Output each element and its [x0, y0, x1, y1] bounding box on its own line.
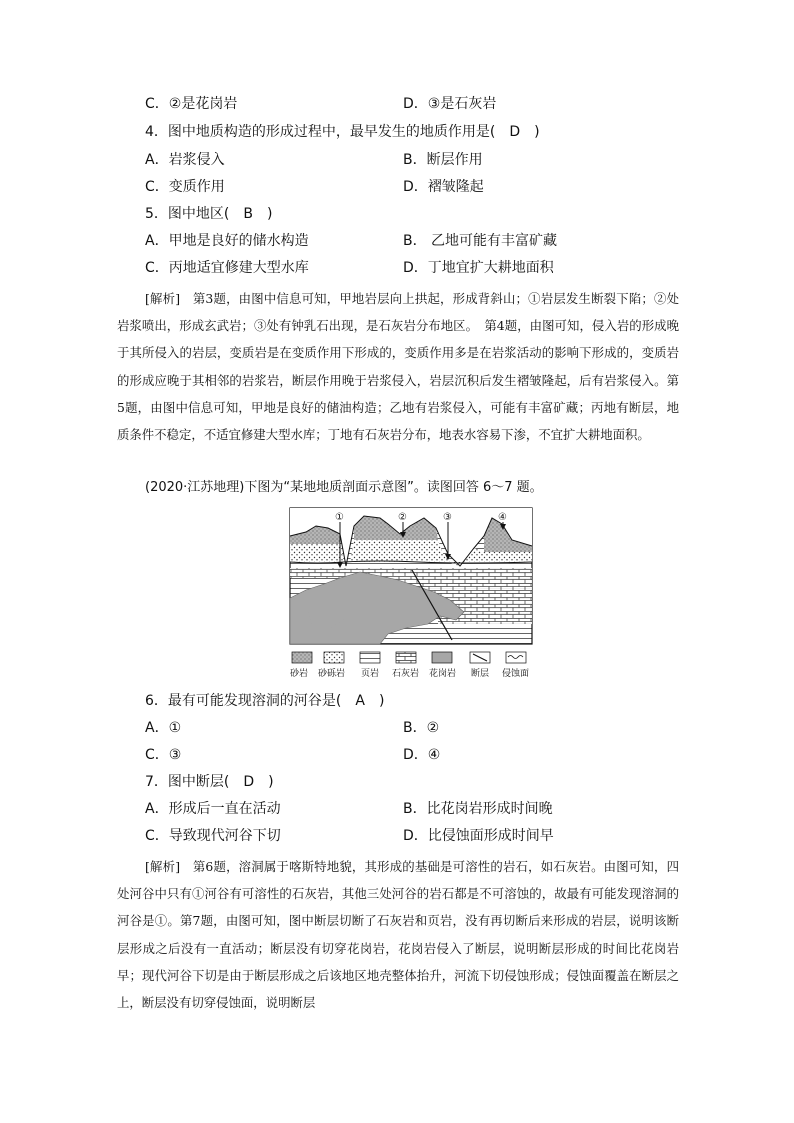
q6-option-b: B．② [403, 720, 440, 736]
analysis-q6-q7-text: [解析] 第6题，溶洞属于喀斯特地貌，其形成的基础是可溶性的岩石，如石灰岩。由图可知，四处河谷中只有①河谷有可溶性的石灰岩，其他三处河谷的岩石都是不可溶蚀的，故最有可能发现溶洞的河谷是①。第7题，由图可知，图中断层切断了石灰岩和页岩，没有再切断后来形成的岩层，说明该断层形成之后没有一直活动；断层没有切穿花岗岩，花岗岩侵入了断层，说明断层形成的时间比花岗岩早；现代河谷下切是由于断层形成之后该地区地壳整体抬升，河流下切侵蚀形成；侵蚀面覆盖在断层之上，断层没有切穿侵蚀面，说明断层 [117, 859, 679, 1011]
legend-swatch-limestone [396, 652, 416, 663]
analysis-q3-q5-text: [解析] 第3题，由图中信息可知，甲地岩层向上拱起，形成背斜山；①岩层发生断裂下陷；②处岩浆喷出，形成玄武岩；③处有钟乳石出现，是石灰岩分布地区。 第4题，由图可知，侵入岩的形成晚于其所侵入的岩层，变质岩是在变质作用下形成的，变质作用多是在岩浆活动的影响下形成的，变质岩的形成应晚于其相邻的岩浆岩，断层作用晚于岩浆侵入，岩层沉积后发生褶皱隆起，后有岩浆侵入。第5题，由图中信息可知，甲地是良好的储油构造；乙地有岩浆侵入，可能有丰富矿藏；丙地有断层，地质条件不稳定，不适宜修建大型水库；丁地有石灰岩分布，地表水容易下渗，不宜扩大耕地面积。 [117, 291, 679, 443]
legend-swatch-conglomerate [324, 652, 344, 663]
section-frame [290, 508, 532, 644]
q7-option-b: B．比花岗岩形成时间晚 [403, 801, 553, 817]
geologic-section-figure [288, 506, 534, 682]
q3-option-c: C．②是花岗岩 [145, 96, 238, 112]
q3-option-d: D．③是石灰岩 [403, 96, 497, 112]
q6-option-c: C．③ [145, 747, 182, 763]
valley-marker-2: ② [398, 512, 407, 523]
q7-option-a: A．形成后一直在活动 [145, 801, 281, 817]
legend-label-conglomerate: 砂砾岩 [318, 669, 346, 679]
legend-label-fault: 断层 [471, 669, 490, 679]
legend [290, 652, 529, 679]
legend-swatch-erosion [506, 652, 526, 663]
q4-option-b: B．断层作用 [403, 152, 483, 168]
q4-option-c: C．变质作用 [145, 179, 225, 195]
analysis-q6-q7 [117, 853, 679, 1016]
q7-stem: 7．图中断层( D ) [145, 774, 274, 790]
legend-swatch-granite [432, 652, 452, 663]
q5-stem: 5．图中地区( B ) [145, 206, 273, 222]
analysis-q3-q5 [117, 285, 679, 448]
q6-option-a: A．① [145, 720, 182, 736]
valley-marker-3: ③ [443, 512, 452, 523]
legend-label-sandstone: 砂岩 [290, 669, 309, 679]
legend-label-shale: 页岩 [361, 669, 380, 679]
legend-swatch-shale [360, 652, 380, 663]
legend-label-erosion-surface: 侵蚀面 [502, 669, 530, 679]
q4-option-a: A．岩浆侵入 [145, 152, 225, 168]
valley-marker-4: ④ [498, 512, 507, 523]
q6-stem: 6．最有可能发现溶洞的河谷是( A ) [145, 693, 385, 709]
q5-option-b: B． 乙地可能有丰富矿藏 [403, 233, 558, 249]
q6-option-d: D．④ [403, 747, 441, 763]
legend-swatch-sandstone [292, 652, 312, 663]
valley-marker-1: ① [335, 512, 344, 523]
q7-option-c: C．导致现代河谷下切 [145, 828, 281, 844]
q4-stem: 4．图中地质构造的形成过程中，最早发生的地质作用是( D ) [145, 124, 540, 140]
q7-option-d: D．比侵蚀面形成时间早 [403, 828, 554, 844]
source-line: (2020·江苏地理)下图为“某地地质剖面示意图”。读图回答 6～7 题。 [145, 480, 543, 495]
legend-label-granite: 花岗岩 [429, 669, 457, 679]
legend-label-limestone: 石灰岩 [392, 669, 420, 679]
q5-option-a: A．甲地是良好的储水构造 [145, 233, 309, 249]
q5-option-c: C．丙地适宜修建大型水库 [145, 260, 309, 276]
q5-option-d: D．丁地宜扩大耕地面积 [403, 260, 554, 276]
q4-option-d: D．褶皱隆起 [403, 179, 484, 195]
